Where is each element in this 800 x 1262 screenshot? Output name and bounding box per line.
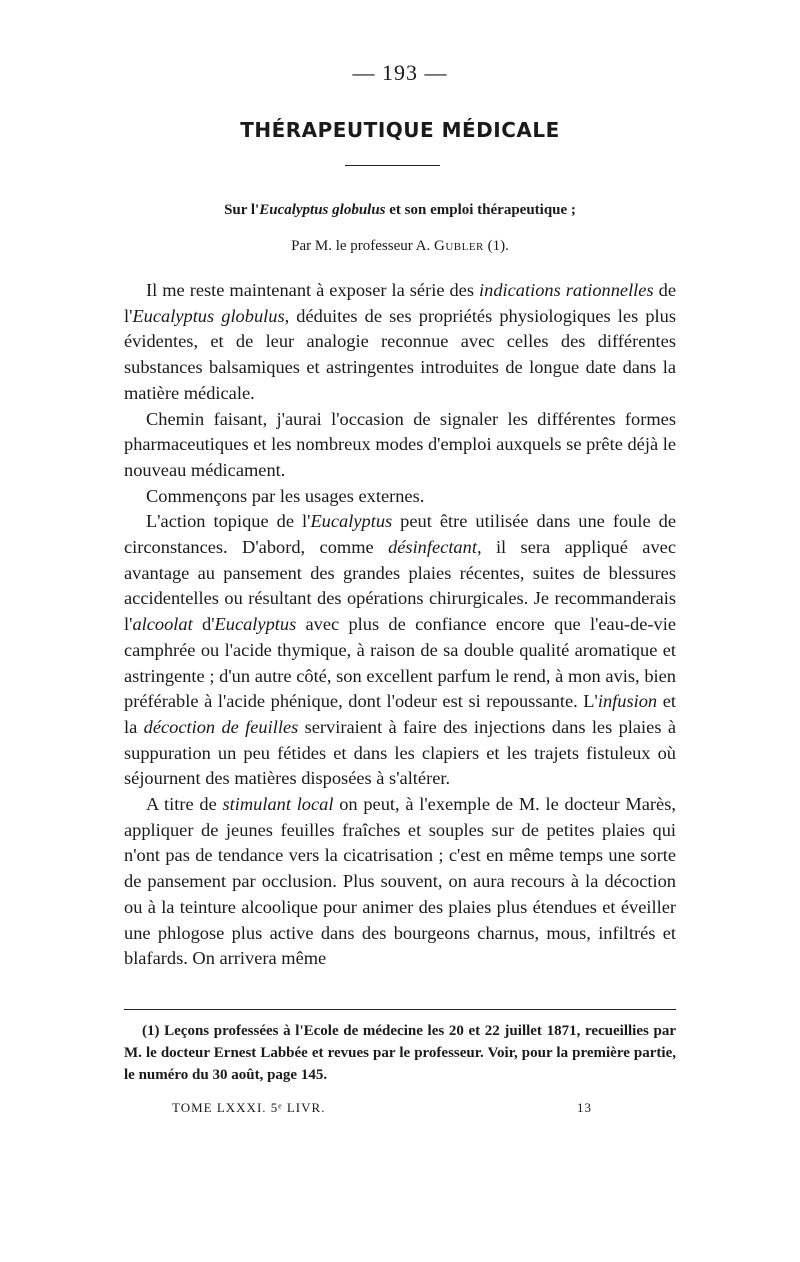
text-run: Commençons par les usages externes. [146, 485, 425, 506]
text-run: de l' [124, 280, 676, 326]
paragraph [124, 484, 676, 510]
paragraph [124, 407, 676, 484]
author-note-ref: (1). [483, 238, 509, 254]
article-title-rest: et son emploi thérapeutique ; [385, 202, 576, 218]
article-title-prefix: Sur l' [224, 202, 260, 218]
signature-mark: 13 [577, 1100, 592, 1115]
italic-run: infusion [597, 691, 658, 712]
italic-run: Eucalyptus globulus [132, 305, 285, 326]
author-prefix: Par M. le professeur A. [291, 238, 434, 254]
text-run: d' [192, 614, 215, 635]
article-title-species: Eucalyptus globulus [259, 202, 386, 218]
title-divider [345, 165, 440, 166]
footnote-divider [124, 1009, 676, 1010]
text-run: avec plus de confiance encore que l'eau-de-vie camphrée ou l'acide thymique, à raison de sa double qualité aromatique et astringente ; d'un autre côté, son excellent parfum le rend, à mon avis, bien préférable à l'acide phénique, dont l'odeur est si repoussante. L' [124, 614, 676, 712]
italic-run: Eucalyptus [214, 614, 297, 635]
paragraph [124, 278, 676, 407]
italic-run: désinfectant [388, 537, 477, 558]
text-run: , il sera appliqué avec avantage au pansement des grandes plaies récentes, suites de blessures accidentelles ou résultant des opérations chirurgicales. Je recommanderais l' [124, 537, 676, 635]
italic-run: décoction de feuilles [143, 716, 299, 737]
text-run: L'action topique de l' [146, 511, 311, 532]
text-run: et la [124, 691, 676, 737]
text-run: , déduites de ses propriétés physiologiques les plus évidentes, et de leur analogie reconnue avec celles des différentes substances balsamiques et astringentes introduites de longue date dans la matière médicale. [124, 305, 676, 403]
volume-label: TOME LXXXI. 5ᵉ LIVR. [172, 1100, 326, 1115]
text-run: peut être utilisée dans une foule de circonstances. D'abord, comme [124, 511, 676, 558]
page-footer [172, 1100, 592, 1116]
text-run: A titre de [146, 794, 223, 815]
author-name: Gubler [434, 238, 484, 254]
author-line [0, 238, 800, 255]
page-number: — 193 — [352, 60, 448, 85]
text-run: Il me reste maintenant à exposer la série des [146, 280, 480, 300]
paragraph [124, 509, 676, 792]
italic-run: alcoolat [132, 614, 193, 635]
article-title [0, 202, 800, 219]
footnote [124, 1020, 676, 1086]
body-text [124, 278, 676, 972]
paragraph [124, 792, 676, 972]
text-run: Chemin faisant, j'aurai l'occasion de signaler les différentes formes pharmaceutiques et les nombreux modes d'emploi auxquels se prête déjà le nouveau médicament. [124, 408, 676, 480]
italic-run: stimulant local [222, 794, 334, 815]
text-run: on peut, à l'exemple de M. le docteur Marès, appliquer de jeunes feuilles fraîches et souples sur de petites plaies qui n'ont pas de tendance vers la cicatrisation ; c'est en même temps une sorte de pansement par occlusion. Plus souvent, on aura recours à la décoction ou à la teinture alcoolique pour animer des plaies plus étendues et éveiller une phlogose plus active dans des bourgeons charnus, mous, infiltrés et blafards. On arrivera même [124, 794, 676, 969]
italic-run: Eucalyptus [310, 511, 393, 532]
section-title: THÉRAPEUTIQUE MÉDICALE [240, 118, 560, 142]
text-run: serviraient à faire des injections dans les plaies à suppuration un peu fétides et dans les clapiers et les trajets fistuleux où séjournent des matières disposées à s'altérer. [124, 716, 676, 789]
footnote-text: (1) Leçons professées à l'Ecole de médecine les 20 et 22 juillet 1871, recueillies par M. le docteur Ernest Labbée et revues par le professeur. Voir, pour la première partie, le numéro du 30 août, page 145. [124, 1023, 676, 1083]
italic-run: indications rationnelles [479, 280, 654, 300]
